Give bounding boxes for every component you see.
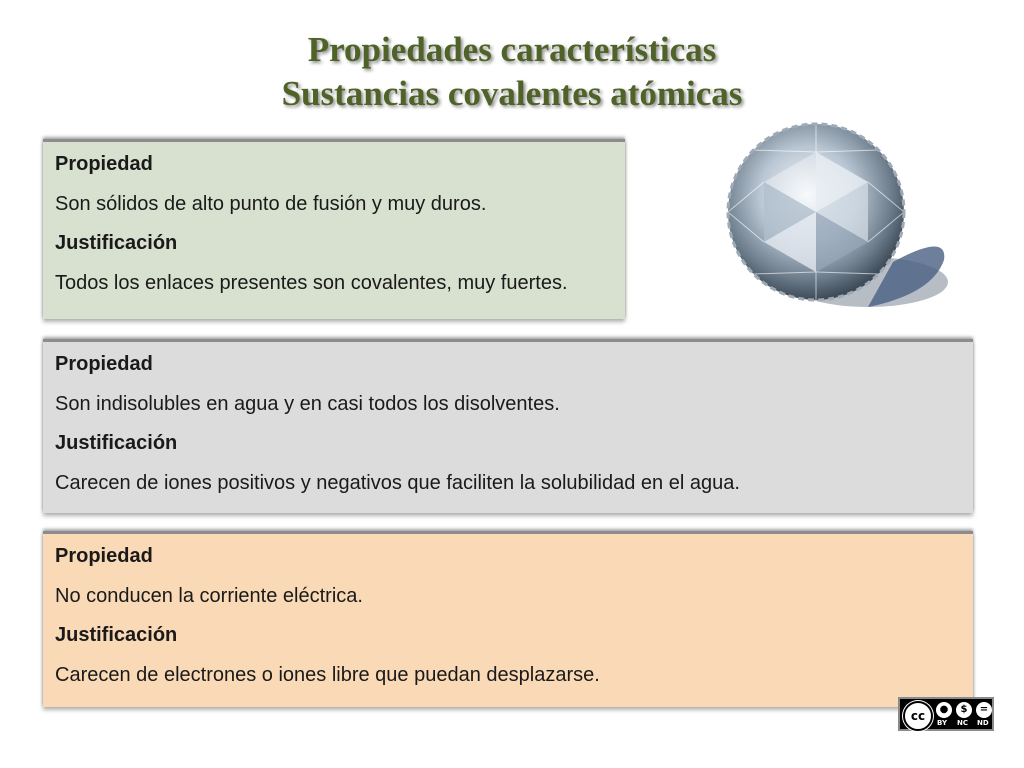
creative-commons-icon[interactable] <box>898 697 994 731</box>
by-label: BY <box>937 719 948 727</box>
property-heading: Propiedad <box>55 545 153 567</box>
no-derivatives-icon: = <box>976 702 992 718</box>
nc-label: NC <box>957 719 968 727</box>
justification-text: Todos los enlaces presentes son covalentes, muy fuertes. <box>55 271 568 294</box>
slide-title <box>0 28 1024 116</box>
attribution-icon: ● <box>936 702 952 718</box>
justification-text: Carecen de iones positivos y negativos que faciliten la solubilidad en el agua. <box>55 471 740 494</box>
title-line-2: Sustancias covalentes atómicas <box>281 74 743 113</box>
property-text: Son indisolubles en agua y en casi todos los disolventes. <box>55 392 560 415</box>
cc-logo: cc <box>903 701 933 731</box>
diamond-icon <box>718 112 954 322</box>
property-text: Son sólidos de alto punto de fusión y muy duros. <box>55 192 487 215</box>
property-box-1 <box>43 139 625 319</box>
title-line-1: Propiedades características <box>307 30 717 69</box>
justification-heading: Justificación <box>55 624 178 646</box>
justification-heading: Justificación <box>55 432 178 454</box>
nd-label: ND <box>977 719 989 727</box>
justification-heading: Justificación <box>55 232 178 254</box>
property-heading: Propiedad <box>55 153 153 175</box>
property-box-2 <box>43 339 973 513</box>
property-heading: Propiedad <box>55 353 153 375</box>
justification-text: Carecen de electrones o iones libre que puedan desplazarse. <box>55 663 600 686</box>
property-text: No conducen la corriente eléctrica. <box>55 584 363 607</box>
property-box-3 <box>43 531 973 707</box>
non-commercial-icon: $ <box>956 702 972 718</box>
